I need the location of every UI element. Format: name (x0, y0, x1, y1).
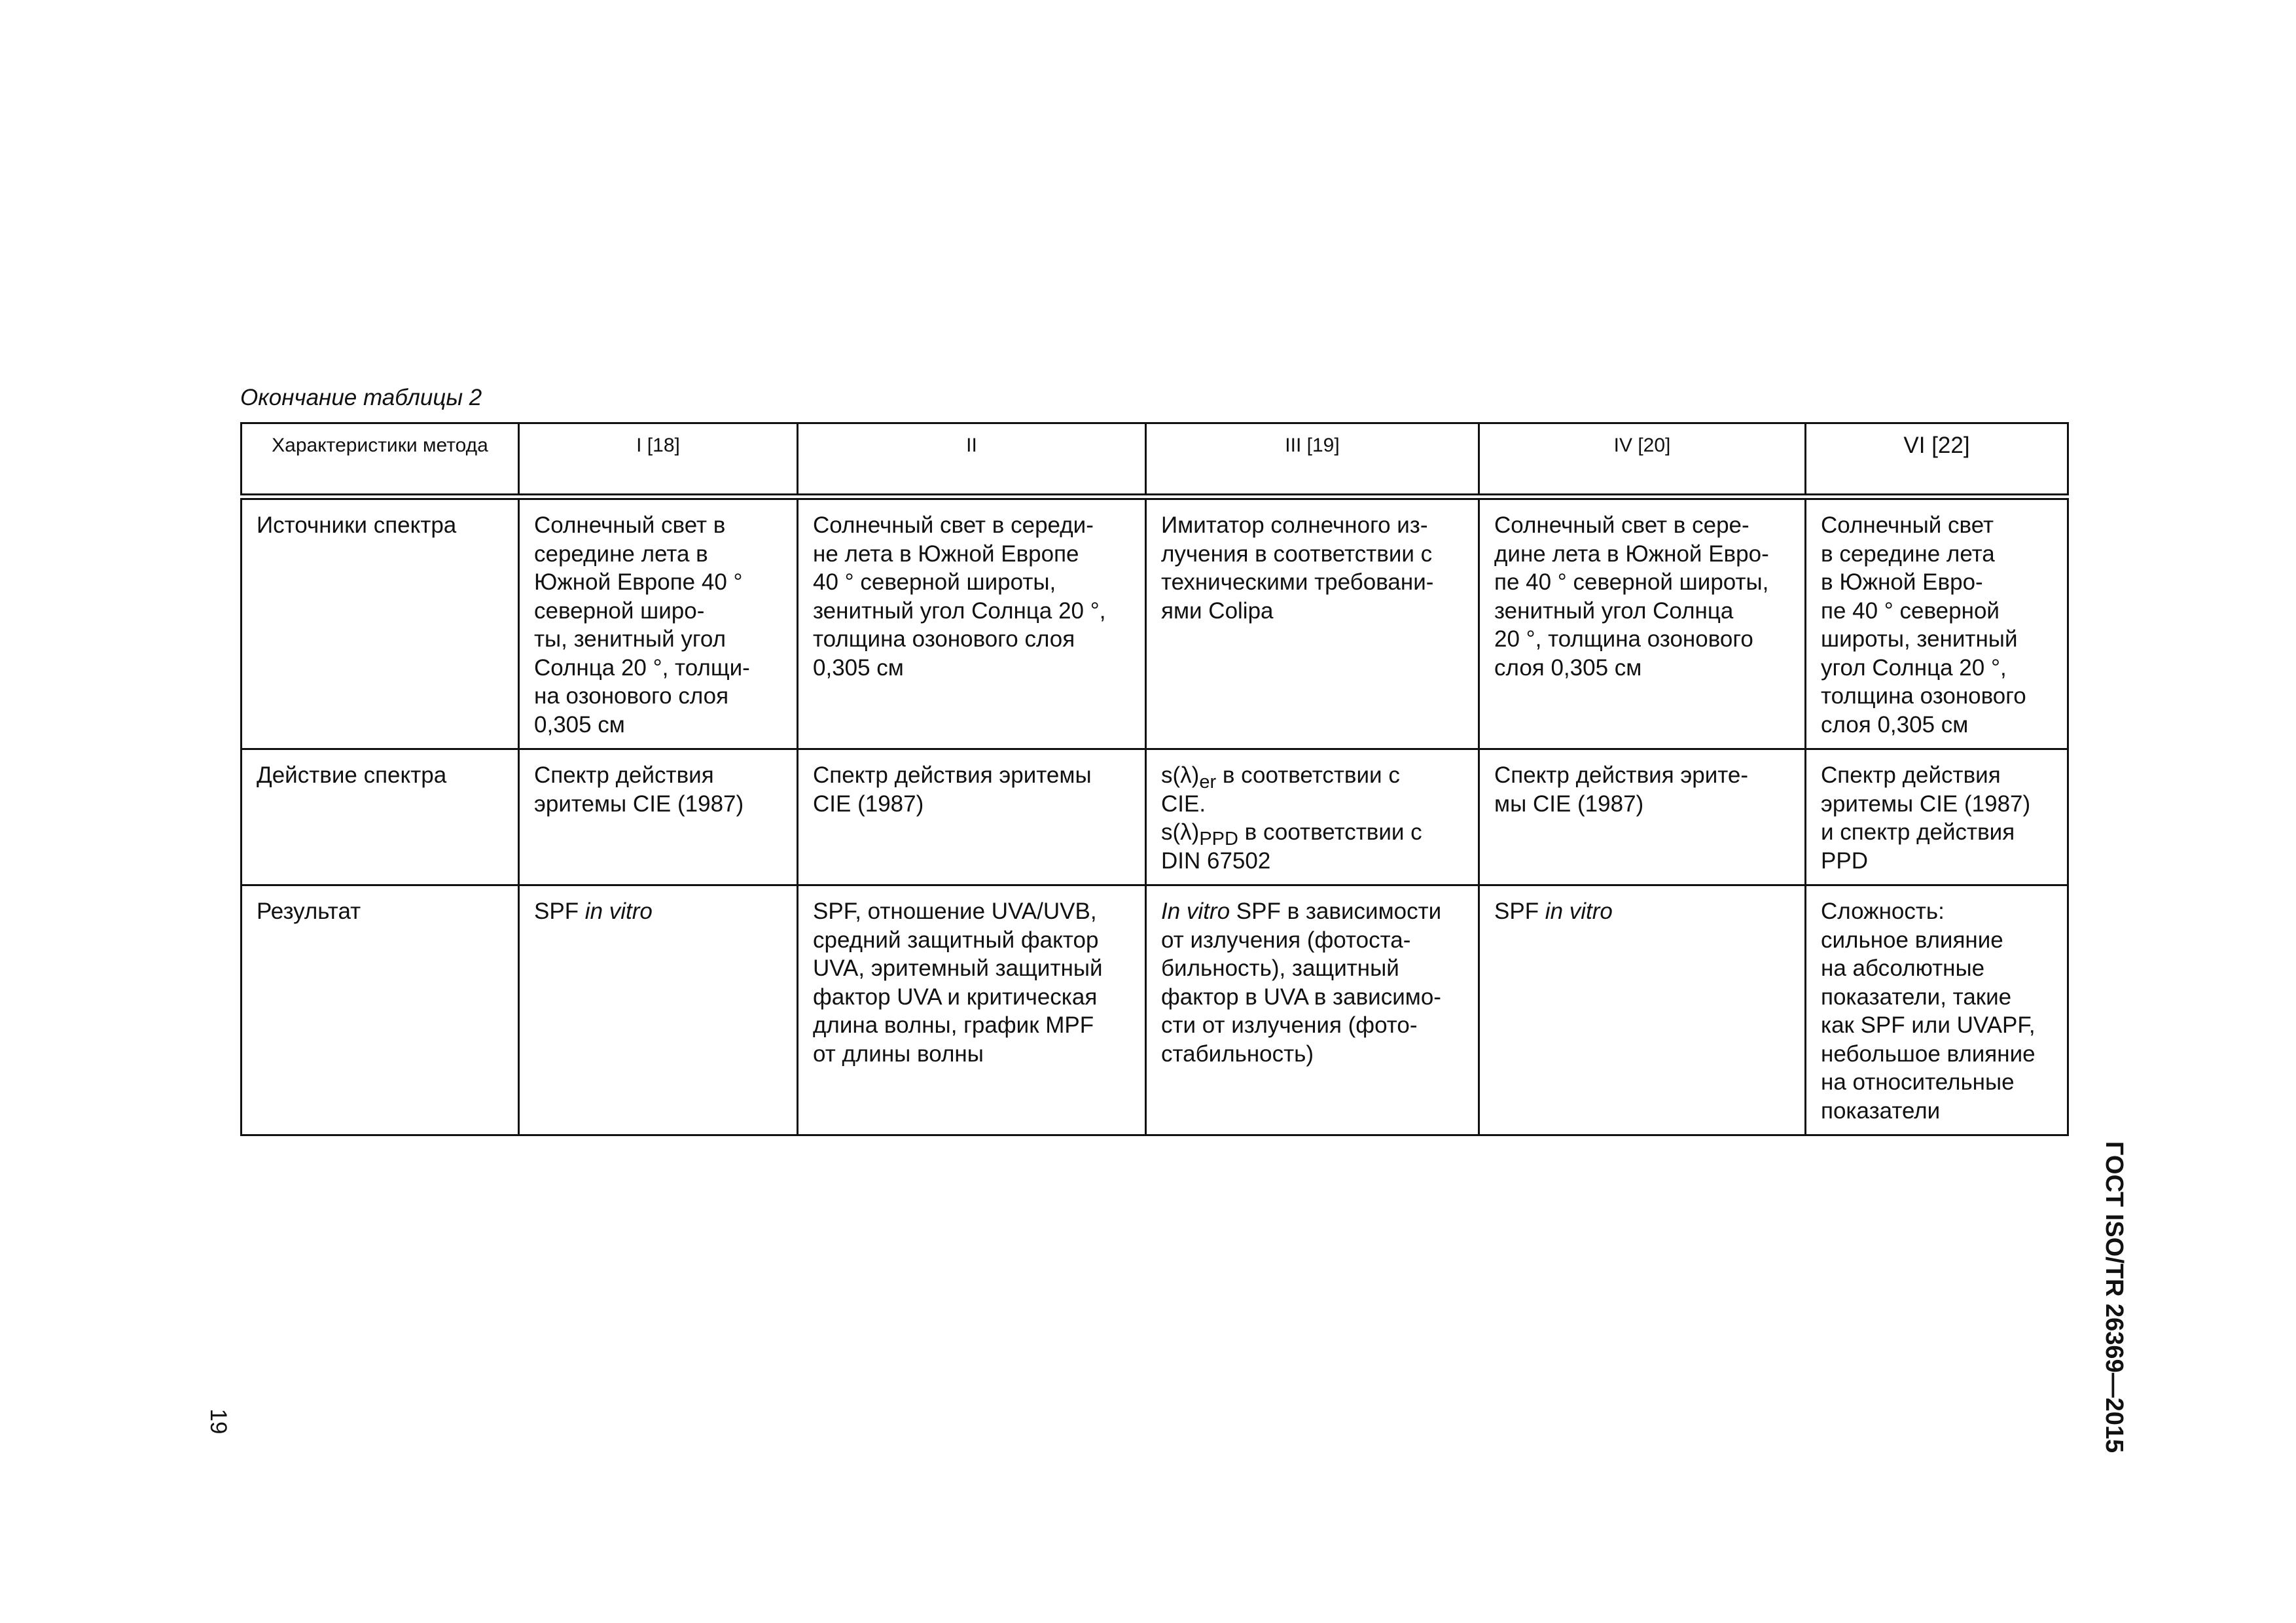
table-header-row (242, 423, 2068, 497)
cell-result-method-iv: SPF in vitro (1479, 885, 1806, 1135)
cell-sources-method-vi: Солнечный свет в середине лета в Южной Евро- пе 40 ° северной широты, зенитный угол Солнца 20 °, толщина озонового слоя 0,305 см (1806, 497, 2068, 749)
cell-result-method-i: SPF in vitro (519, 885, 798, 1135)
header-method-characteristics: Характеристики метода (242, 423, 519, 497)
table-row (242, 497, 2068, 749)
page-number: 19 (206, 1408, 231, 1435)
row-label-result: Результат (242, 885, 519, 1135)
cell-result-method-iii: In vitro SPF в зависимости от излучения (фотоста- бильность), защитный фактор в UVA в зависимо- сти от излучения (фото- стабильность) (1146, 885, 1479, 1135)
cell-sources-method-iv: Солнечный свет в сере- дине лета в Южной Евро- пе 40 ° северной широты, зенитный угол Солнца 20 °, толщина озонового слоя 0,305 см (1479, 497, 1806, 749)
cell-action-method-iv: Спектр действия эрите- мы CIE (1987) (1479, 749, 1806, 885)
row-label-spectrum-action: Действие спектра (242, 749, 519, 885)
cell-action-method-i: Спектр действия эритемы CIE (1987) (519, 749, 798, 885)
methods-table (240, 422, 2069, 1136)
table-caption: Окончание таблицы 2 (240, 385, 482, 410)
row-label-spectrum-sources: Источники спектра (242, 497, 519, 749)
cell-sources-method-iii: Имитатор солнечного из- лучения в соответствии с техническими требовани- ями Colipa (1146, 497, 1479, 749)
header-method-ii: II (798, 423, 1146, 497)
cell-sources-method-ii: Солнечный свет в середи- не лета в Южной Европе 40 ° северной широты, зенитный угол Солнца 20 °, толщина озонового слоя 0,305 см (798, 497, 1146, 749)
cell-result-method-vi: Сложность: сильное влияние на абсолютные показатели, такие как SPF или UVAPF, небольшое влияние на относительные показатели (1806, 885, 2068, 1135)
cell-sources-method-i: Солнечный свет в середине лета в Южной Европе 40 ° северной широ- ты, зенитный угол Солнца 20 °, толщи- на озонового слоя 0,305 см (519, 497, 798, 749)
cell-action-method-vi: Спектр действия эритемы CIE (1987) и спектр действия PPD (1806, 749, 2068, 885)
cell-action-method-iii: $s(\lambda)_{er}$ в соответствии с CIE. $s(\lambda)_{PPD}$ в соответствии с DIN 67502 (1146, 749, 1479, 885)
cell-action-method-ii: Спектр действия эритемы CIE (1987) (798, 749, 1146, 885)
header-method-vi: VI [22] (1806, 423, 2068, 497)
header-method-iv: IV [20] (1479, 423, 1806, 497)
header-method-i: I [18] (519, 423, 798, 497)
header-method-iii: III [19] (1146, 423, 1479, 497)
table-row (242, 885, 2068, 1135)
standard-code: ГОСТ ISO/TR 26369—2015 (2100, 1141, 2128, 1454)
cell-result-method-ii: SPF, отношение UVA/UVB, средний защитный фактор UVA, эритемный защитный фактор UVA и критическая длина волны, график MPF от длины волны (798, 885, 1146, 1135)
table-row (242, 749, 2068, 885)
